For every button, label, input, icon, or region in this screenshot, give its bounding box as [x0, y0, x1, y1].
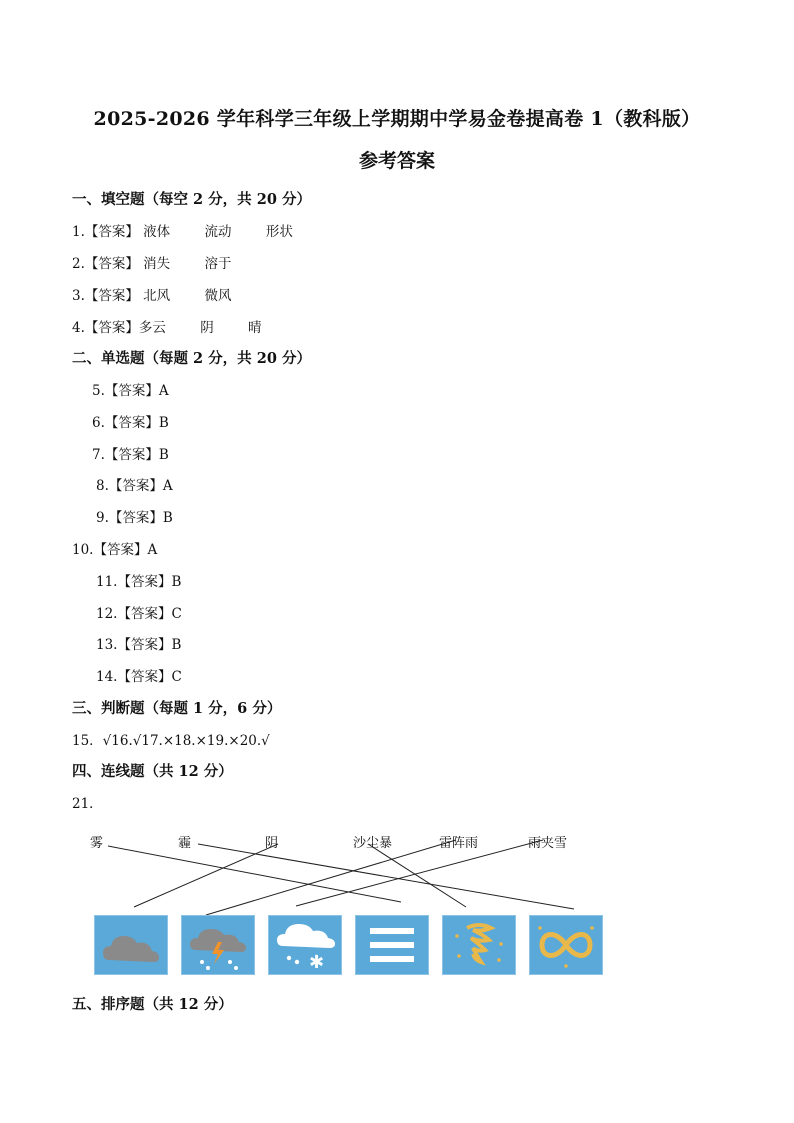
- label-thunderstorm: 雷阵雨: [439, 836, 479, 851]
- answer-line: 5.【答案】A: [92, 383, 169, 399]
- label-haze: 霾: [178, 836, 192, 851]
- label-sleet: 雨夹雪: [528, 836, 568, 851]
- answer-line: 4.【答案】多云 阴 晴: [72, 320, 262, 336]
- answer-line: 9.【答案】B: [96, 510, 173, 526]
- section-fill-heading: 一、填空题（每空 2 分，共 20 分）: [72, 191, 311, 208]
- answer-line: 6.【答案】B: [92, 415, 169, 431]
- answer-line: 8.【答案】A: [96, 478, 173, 494]
- page-title: 2025-2026 学年科学三年级上学期期中学易金卷提高卷 1（教科版）: [93, 108, 701, 130]
- matching-diagram: [88, 826, 628, 986]
- page-subtitle: 参考答案: [358, 150, 435, 172]
- answer-line: 14.【答案】C: [96, 669, 182, 685]
- answer-line: 10.【答案】A: [72, 542, 158, 558]
- label-sandstorm: 沙尘暴: [353, 836, 393, 851]
- haze-icon: [529, 915, 603, 975]
- connector-line: [134, 844, 278, 907]
- answer-line: 7.【答案】B: [92, 447, 169, 463]
- answer-line: 3.【答案】 北风 微风: [72, 288, 232, 304]
- judge-answer: 15．√16.√17.×18.×19.×20.√: [72, 733, 270, 749]
- label-fog: 雾: [90, 836, 104, 851]
- answer-line: 13.【答案】B: [96, 637, 182, 653]
- section-judge-heading: 三、判断题（每题 1 分，6 分）: [72, 700, 282, 717]
- svg-text:✱: ✱: [309, 952, 325, 973]
- answer-line: 12.【答案】C: [96, 606, 182, 622]
- question-number: 21．: [72, 796, 103, 812]
- snow-cloud-icon: [268, 915, 342, 975]
- cloud-icon: [94, 915, 168, 975]
- connector-line: [296, 840, 543, 906]
- answer-line: 2.【答案】 消失 溶于: [72, 256, 232, 272]
- section-choice-heading: 二、单选题（每题 2 分，共 20 分）: [72, 350, 311, 367]
- label-overcast: 阴: [265, 836, 279, 851]
- answer-line: 11.【答案】B: [96, 574, 182, 590]
- section-order-heading: 五、排序题（共 12 分）: [72, 996, 233, 1013]
- sandstorm-icon: [442, 915, 516, 975]
- section-match-heading: 四、连线题（共 12 分）: [72, 763, 233, 780]
- fog-lines-icon: [355, 915, 429, 975]
- answer-line: 1.【答案】 液体 流动 形状: [72, 224, 293, 240]
- connector-line: [206, 840, 456, 915]
- thunder-rain-icon: [181, 915, 255, 975]
